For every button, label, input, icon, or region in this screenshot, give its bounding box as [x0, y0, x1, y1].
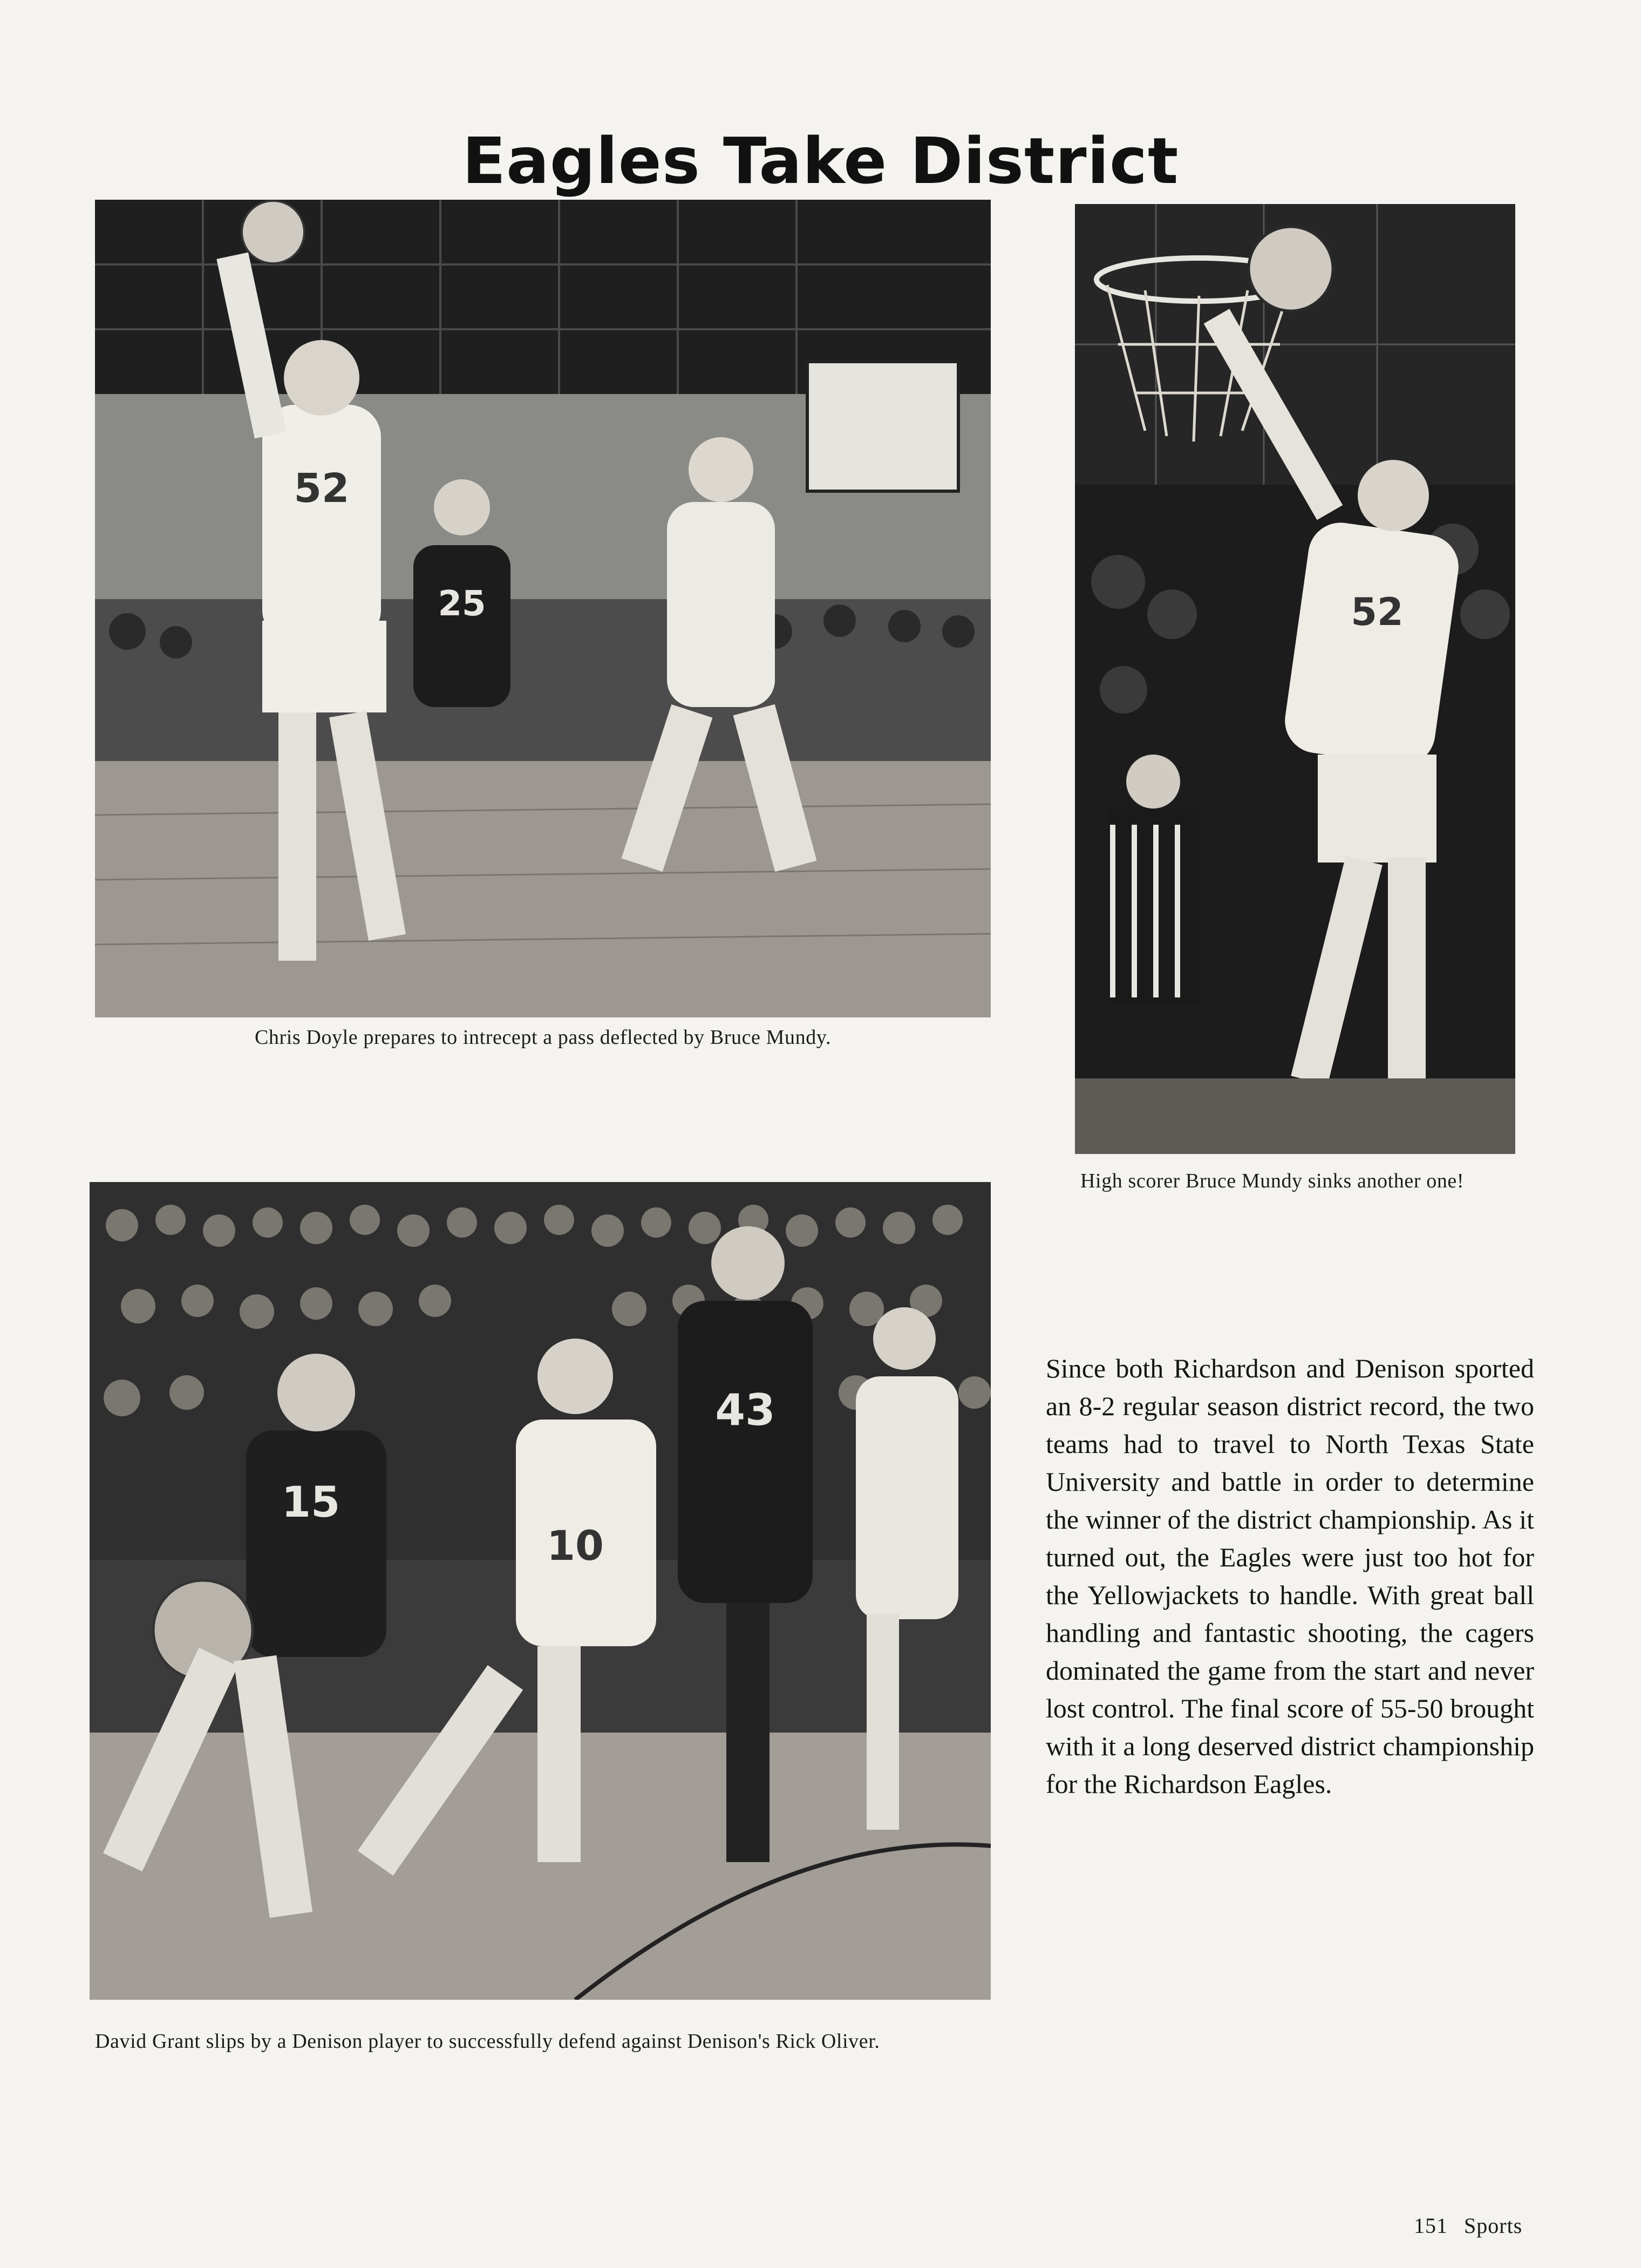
- jersey-number: 15: [281, 1478, 341, 1527]
- article-body: Since both Richardson and Denison sported an 8-2 regular season district record, the two teams had to travel to North Texas State University and battle in order to determine the winner of the district championship. As it turned out, the Eagles were just too hot for the Yellowjackets to handle. With great ball handling and fantastic shooting, the cagers dominated the game from the start and never lost control. The final score of 55-50 brought with it a long deserved district championship for the Richardson Eagles.: [1046, 1353, 1534, 1799]
- jersey-number: 43: [715, 1385, 775, 1435]
- jersey-number: 52: [1351, 590, 1404, 634]
- page-folio: [1414, 2213, 1522, 2238]
- section-label: Sports: [1464, 2213, 1523, 2238]
- basketball-photo-layup: [1075, 204, 1515, 1154]
- basketball-photo-crowd: [90, 1182, 991, 2000]
- jersey-number: 25: [438, 584, 486, 624]
- caption-bruce-mundy: High scorer Bruce Mundy sinks another one!: [1080, 1170, 1465, 1192]
- basketball-photo-gym: [95, 200, 991, 1017]
- caption-chris-doyle: Chris Doyle prepares to intrecept a pass deflected by Bruce Mundy.: [254, 1026, 832, 1049]
- page-number: 151: [1414, 2213, 1448, 2238]
- caption-david-grant: David Grant slips by a Denison player to successfully defend against Denison's Rick Oliver.: [95, 2030, 880, 2053]
- photo-david-grant-dribble: [90, 1182, 991, 2000]
- jersey-number: 52: [294, 465, 350, 512]
- photo-chris-doyle-intercept: [95, 200, 991, 1017]
- page-title: Eagles Take District: [462, 124, 1179, 199]
- photo-bruce-mundy-layup: [1075, 204, 1515, 1154]
- jersey-number: 10: [547, 1522, 604, 1570]
